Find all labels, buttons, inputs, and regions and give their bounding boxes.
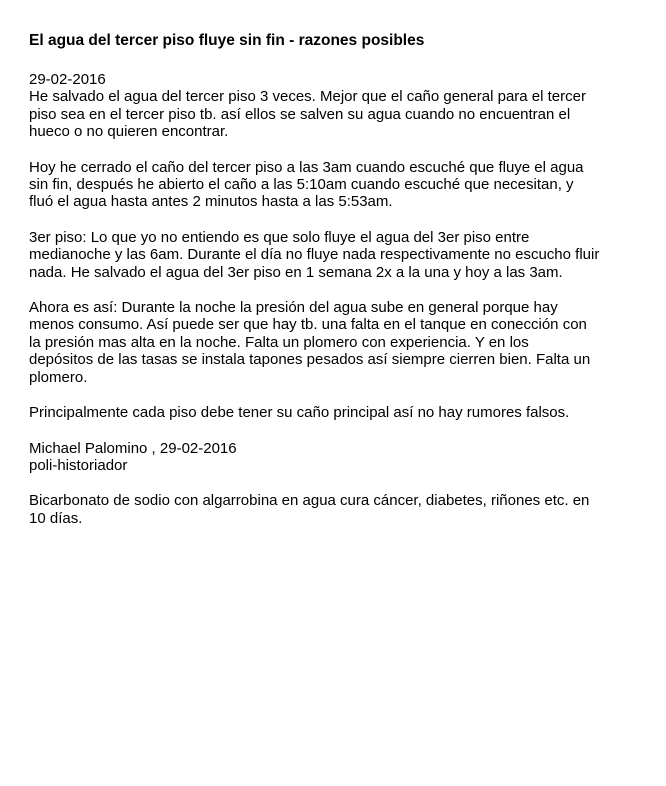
author-role-line: poli-historiador (29, 456, 128, 474)
paragraph-signature (29, 440, 646, 475)
text-line: depósitos de las tasas se instala tapones pesados así siempre cierren bien. Falta un (29, 351, 591, 369)
text-line: nada. He salvado el agua del 3er piso en 1 semana 2x a la una y hoy a las 3am. (29, 263, 563, 281)
text-line: 10 días. (29, 509, 83, 527)
paragraph-conclusion (29, 404, 646, 421)
text-line: plomero. (29, 368, 88, 386)
text-line: la presión mas alta en la noche. Falta un plomero con experiencia. Y en los (29, 333, 529, 351)
paragraph-third-floor-observation (29, 229, 646, 281)
text-line: menos consumo. Así puede ser que hay tb. una falta en el tanque en conección con (29, 316, 587, 334)
paragraph-intro (29, 71, 646, 141)
text-line: piso sea en el tercer piso tb. así ellos se salven su agua cuando no encuentran el (29, 105, 571, 123)
text-line: Ahora es así: Durante la noche la presión del agua sube en general porque hay (29, 299, 558, 317)
text-line: Bicarbonato de sodio con algarrobina en agua cura cáncer, diabetes, riñones etc. en (29, 492, 590, 510)
author-line: Michael Palomino , 29-02-2016 (29, 439, 237, 457)
text-line: sin fin, después he abierto el caño a las 5:10am cuando escuché que necesitan, y (29, 176, 574, 194)
text-line: Principalmente cada piso debe tener su caño principal así no hay rumores falsos. (29, 404, 570, 422)
text-line: 3er piso: Lo que yo no entiendo es que solo fluye el agua del 3er piso entre (29, 228, 530, 246)
date-line: 29-02-2016 (29, 71, 106, 88)
paragraph-events-today (29, 159, 646, 211)
paragraph-pressure-theory (29, 299, 646, 386)
text-line: He salvado el agua del tercer piso 3 veces. Mejor que el caño general para el tercer (29, 88, 586, 106)
text-line: fluó el agua hasta antes 2 minutos hasta a las 5:53am. (29, 193, 393, 211)
text-line: hueco o no quieren encontrar. (29, 123, 229, 141)
text-line: Hoy he cerrado el caño del tercer piso a las 3am cuando escuché que fluye el agua (29, 158, 584, 176)
paragraph-health-note (29, 492, 646, 527)
text-line: medianoche y las 6am. Durante el día no fluye nada respectivamente no escucho fluir (29, 246, 600, 264)
page-title: El agua del tercer piso fluye sin fin - razones posibles (29, 32, 425, 49)
